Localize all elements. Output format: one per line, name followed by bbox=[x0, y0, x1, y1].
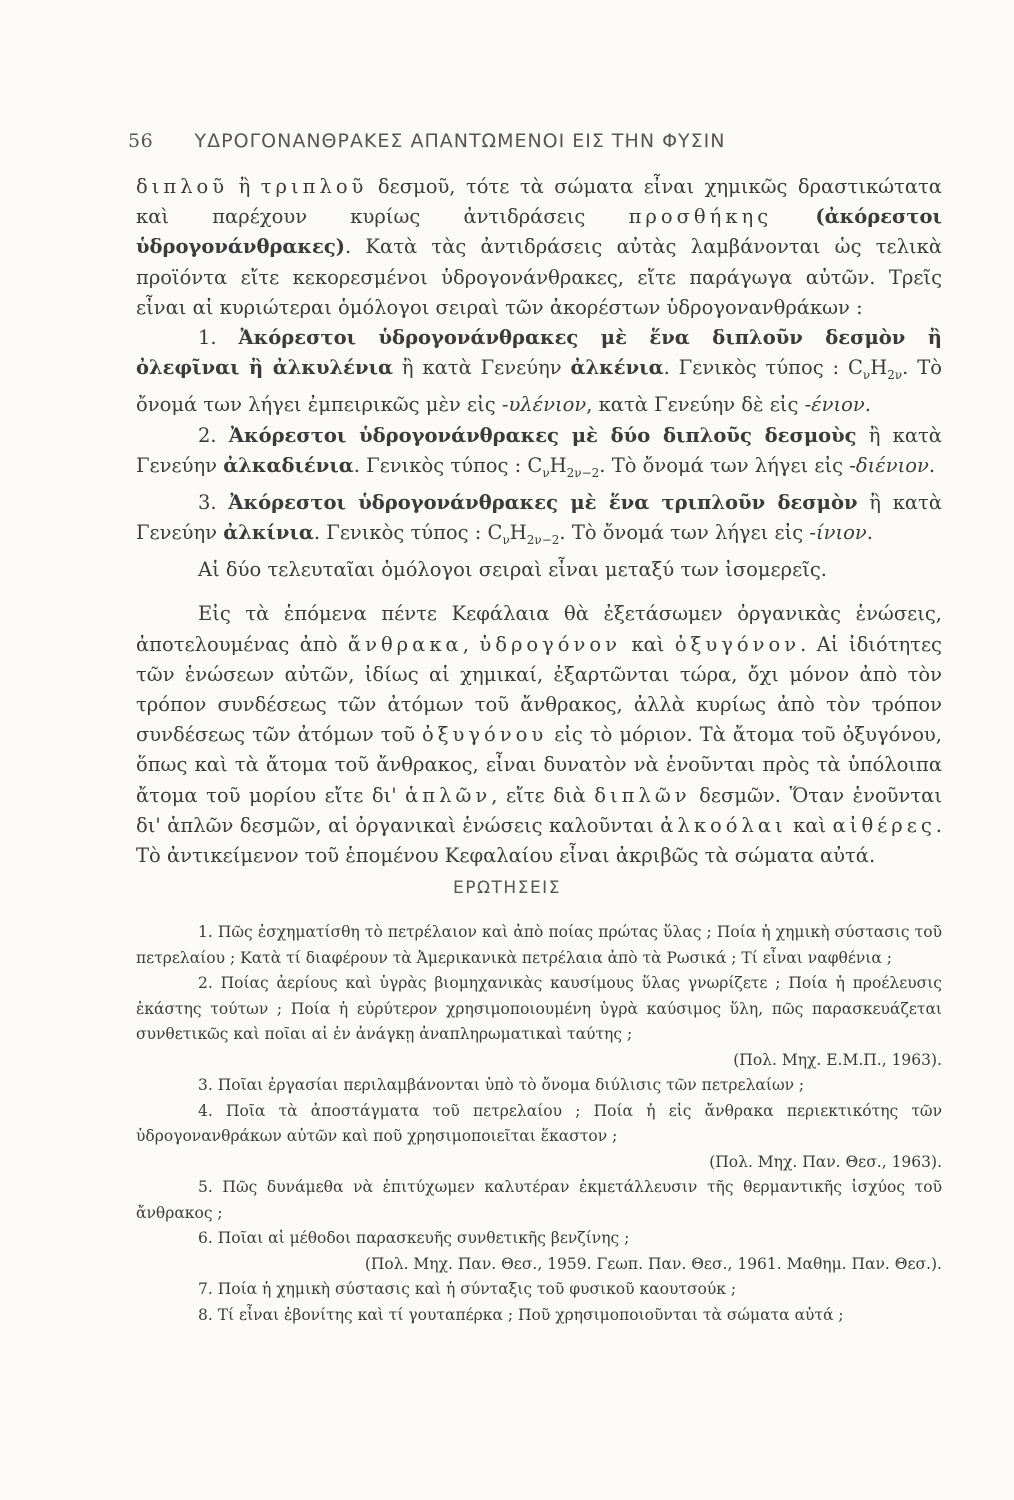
formula-sub: ν bbox=[542, 465, 550, 480]
closing-paragraph bbox=[136, 599, 942, 871]
question-reference: (Πολ. Μηχ. Παν. Θεσ., 1963). bbox=[709, 1152, 942, 1171]
spaced-term: ἀλκοόλαι bbox=[660, 813, 787, 837]
bold-term: ἀλκαδιένια bbox=[223, 453, 354, 477]
text-run: . Γενικὸς τύπος : C bbox=[663, 356, 863, 380]
text-run: . Αἱ ἰδιότητες τῶν ἑνώσεων αὐτῶν, ἰδίως αἱ χημικαί, ἐξαρτῶνται τώρα, ὄχι μόνον ἀπὸ τὸν τρόπον συνδέσεως τῶν ἀτόμων τοῦ ἄνθρακος, ἀλλὰ κυρίως ἀπὸ τὸν τρόπον συνδέσεως τῶν ἀτόμων τοῦ bbox=[136, 632, 942, 747]
text-run: . Τὸ ὄνομά των λήγει ἐμπειρικῶς μὲν εἰς - bbox=[136, 356, 942, 417]
formula-part: H bbox=[509, 521, 527, 545]
questions-list bbox=[136, 920, 942, 1328]
text-run: , εἴτε διὰ bbox=[491, 783, 595, 807]
bold-term: Ἀκόρεστοι ὑδρογονάνθρακες μὲ ἕνα διπλοῦν δεσμὸν ἢ ὀλεφῖναι ἢ ἀλκυλένια bbox=[136, 326, 942, 380]
questions-heading: ΕΡΩΤΗΣΕΙΣ bbox=[453, 878, 561, 898]
text-run: . Τὸ ἀντικείμενον τοῦ ἑπομένου Κεφαλαίου εἶναι ἀκριβῶς τὰ σώματα αὐτά. bbox=[136, 813, 942, 867]
formula-sub: 2ν bbox=[887, 368, 903, 383]
question-item: 1. Πῶς ἐσχηματίσθη τὸ πετρέλαιον καὶ ἀπὸ ποίας πρώτας ὕλας ; Ποία ἡ χημικὴ σύστασις τοῦ πετρελαίου ; Κατὰ τί διαφέρουν τὰ Ἀμερικανικὰ πετρέλαια ἀπὸ τὰ Ρωσικά ; Τί εἶναι ναφθένια ; bbox=[136, 923, 942, 967]
formula-sub: 2ν−2 bbox=[526, 532, 560, 547]
question-item: 3. Ποῖαι ἐργασίαι περιλαμβάνονται ὑπὸ τὸ ὄνομα διύλισις τῶν πετρελαίων ; bbox=[198, 1076, 805, 1094]
page-number: 56 bbox=[128, 130, 154, 152]
text-run: ἢ κατὰ Γενεύην bbox=[136, 423, 942, 477]
spaced-term: διπλοῦ bbox=[136, 175, 229, 198]
item-number: 3. bbox=[198, 490, 217, 514]
italic-suffix: διένιον bbox=[855, 453, 929, 477]
question-item: 2. Ποίας ἀερίους καὶ ὑγρὰς βιομηχανικὰς καυσίμους ὕλας γνωρίζετε ; Ποία ἡ προέλευσις ἑκάστης τούτων ; Ποία ἡ εὐρύτερον χρησιμοποιουμένη ὑγρὰ καύσιμος ὕλη, πῶς παρασκευάζεται συνθετικῶς καὶ ποῖαι αἱ ἐν ἀνάγκῃ ἀναπληρωματικαὶ ταύτης ; bbox=[136, 974, 942, 1043]
series-item-2 bbox=[136, 421, 942, 488]
spaced-term: τριπλοῦ bbox=[260, 175, 368, 198]
text-run: ἢ bbox=[228, 175, 261, 198]
italic-suffix: ίνιον bbox=[815, 521, 867, 545]
item-number: 1. bbox=[198, 326, 217, 350]
bold-term: (ἀκόρεστοι ὑδρογονάνθρακες) bbox=[136, 205, 942, 259]
spaced-term: διπλῶν bbox=[594, 783, 691, 807]
text-run: . bbox=[864, 393, 871, 417]
series-item-3 bbox=[136, 488, 942, 555]
formula-sub: 2ν−2 bbox=[566, 465, 600, 480]
spaced-term: προσθήκης bbox=[628, 205, 773, 229]
text-run: δεσμῶν. Ὅταν ἑνοῦνται δι' ἁπλῶν δεσμῶν, αἱ ὀργανικαὶ ἑνώσεις καλοῦνται bbox=[136, 783, 942, 837]
text-run: εἰς τὸ μόριον. Τὰ ἄτομα τοῦ ὀξυγόνου, ὅπως καὶ τὰ ἄτομα τοῦ ἄνθρακος, εἶναι δυνατὸν νὰ ἑνοῦνται πρὸς τὰ ὑπόλοιπα ἄτομα τοῦ μορίου εἴτε δι' bbox=[136, 723, 942, 807]
text-run: . Τὸ ὄνομά των λήγει εἰς - bbox=[599, 453, 856, 477]
text-run: ἢ κατὰ Γενεύην bbox=[136, 490, 943, 545]
question-item: 4. Ποῖα τὰ ἀποστάγματα τοῦ πετρελαίου ; Ποία ἡ εἰς ἄνθρακα περιεκτικότης τῶν ὑδρογονανθράκων αὐτῶν καὶ ποῦ χρησιμοποιεῖται ἕκαστον ; bbox=[136, 1101, 942, 1145]
question-item: 6. Ποῖαι αἱ μέθοδοι παρασκευῆς συνθετικῆς βενζίνης ; bbox=[198, 1229, 630, 1247]
series-item-1 bbox=[136, 323, 942, 421]
spaced-term: ἄνθρακα bbox=[347, 632, 463, 656]
question-reference: (Πολ. Μηχ. Ε.Μ.Π., 1963). bbox=[733, 1050, 942, 1069]
formula-sub: ν bbox=[862, 368, 871, 383]
isomers-note: Αἱ δύο τελευταῖαι ὁμόλογοι σειραὶ εἶναι μεταξύ των ἰσομερεῖς. bbox=[198, 558, 827, 582]
spaced-term: ἁπλῶν bbox=[405, 783, 492, 807]
running-title: ΥΔΡΟΓΟΝΑΝΘΡΑΚΕΣ ΑΠΑΝΤΩΜΕΝΟΙ ΕΙΣ ΤΗΝ ΦΥΣΙΝ bbox=[194, 130, 726, 152]
item-number: 2. bbox=[198, 423, 217, 447]
running-header bbox=[128, 130, 868, 152]
text-run: ἢ κατὰ Γενεύην bbox=[393, 356, 571, 380]
spaced-term: ὑδρογόνον bbox=[479, 632, 621, 656]
text-run: . bbox=[928, 453, 936, 477]
question-item: 8. Τί εἶναι ἐβονίτης καὶ τί γουταπέρκα ; Ποῦ χρησιμοποιοῦνται τὰ σώματα αὐτά ; bbox=[198, 1305, 844, 1324]
text-run: καὶ bbox=[621, 632, 675, 656]
italic-suffix: ένιον bbox=[811, 393, 865, 417]
text-run: , bbox=[462, 632, 480, 656]
bold-term: ἀλκίνια bbox=[223, 521, 314, 545]
bold-term: Ἀκόρεστοι ὑδρογονάνθρακες μὲ δύο διπλοῦς δεσμοὺς bbox=[228, 423, 857, 447]
formula-sub: ν bbox=[502, 532, 510, 547]
main-text bbox=[136, 172, 942, 871]
text-run: . Τὸ ὄνομά των λήγει εἰς - bbox=[559, 521, 816, 545]
formula-part: H bbox=[549, 453, 567, 477]
spaced-term: ὀξυγόνου bbox=[422, 723, 548, 747]
formula-part: H bbox=[870, 356, 888, 380]
text-run: . Γενικὸς τύπος : C bbox=[313, 521, 503, 545]
spaced-term: αἰθέρες bbox=[832, 813, 936, 837]
text-run: Εἰς τὰ ἑπόμενα πέντε Κεφάλαια θὰ ἐξετάσωμεν ὀργανικὰς ἑνώσεις, ἀποτελουμένας ἀπὸ bbox=[136, 602, 942, 656]
text-run: , κατὰ Γενεύην δὲ εἰς - bbox=[586, 393, 812, 417]
text-run: . Γενικὸς τύπος : C bbox=[353, 453, 543, 477]
italic-suffix: υλένιον bbox=[508, 393, 587, 417]
spaced-term: ὀξυγόνον bbox=[674, 632, 801, 656]
bold-term: Ἀκόρεστοι ὑδρογονάνθρακες μὲ ἕνα τριπλοῦν δεσμὸν bbox=[228, 490, 858, 514]
question-item: 5. Πῶς δυνάμεθα νὰ ἐπιτύχωμεν καλυτέραν ἐκμετάλλευσιν τῆς θερμαντικῆς ἰσχύος τοῦ ἄνθρακος ; bbox=[136, 1178, 942, 1222]
intro-paragraph bbox=[136, 172, 942, 323]
text-run: . Κατὰ τὰς ἀντιδράσεις αὐτὰς λαμβάνονται ὡς τελικὰ προϊόντα εἴτε κεκορεσμένοι ὑδρογονάνθρακες, εἴτε παράγωγα αὐτῶν. Τρεῖς εἶναι αἱ κυριώτεραι ὁμόλογοι σειραὶ τῶν ἀκορέστων ὑδρογονανθράκων : bbox=[136, 235, 942, 319]
bold-term: ἀλκένια bbox=[570, 356, 664, 380]
question-reference: (Πολ. Μηχ. Παν. Θεσ., 1959. Γεωπ. Παν. Θεσ., 1961. Μαθημ. Παν. Θεσ.). bbox=[364, 1254, 942, 1273]
text-run: . bbox=[866, 521, 873, 545]
text-run: καὶ bbox=[786, 813, 833, 837]
text-run: δεσμοῦ, τότε τὰ σώματα εἶναι χημικῶς δραστικώτατα καὶ παρέχουν κυρίως ἀντιδράσεις bbox=[136, 175, 942, 229]
question-item: 7. Ποία ἡ χημικὴ σύστασις καὶ ἡ σύνταξις τοῦ φυσικοῦ καουτσούκ ; bbox=[198, 1280, 737, 1298]
